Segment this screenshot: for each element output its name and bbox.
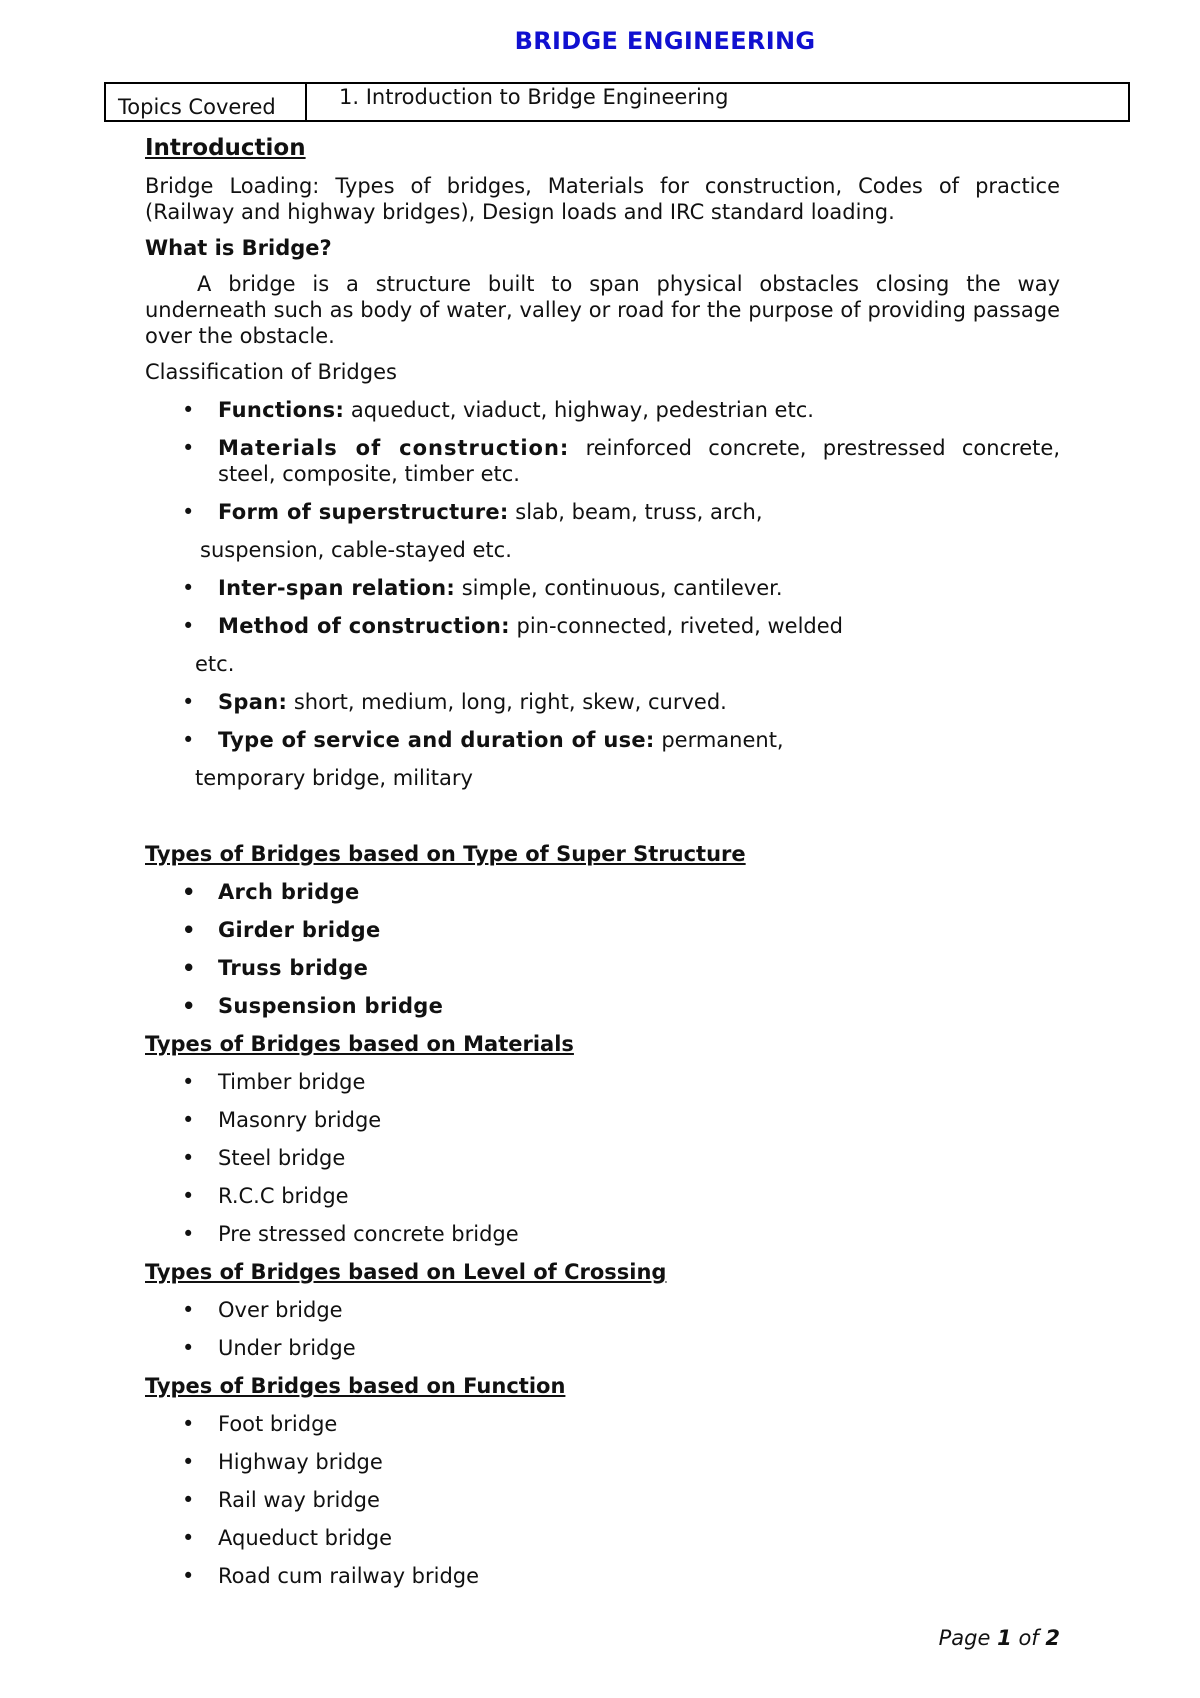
list-item: • Suspension bridge [145,993,1060,1019]
list-item-continuation: etc. [195,652,235,676]
bridge-definition: A bridge is a structure built to span physical obstacles closing the way underneath such as body of water, valley or road for the purpose of providing passage over the obstacle. [145,272,1060,348]
list-item: • Inter-span relation: simple, continuous, cantilever. [145,575,1060,601]
list-item: • Truss bridge [145,955,1060,981]
list-item-continuation: temporary bridge, military [195,766,473,790]
list-item: • Steel bridge [145,1145,1060,1171]
list-item-continuation: suspension, cable-stayed etc. [200,538,512,562]
introduction-heading: Introduction [145,135,306,161]
list-item: • Span: short, medium, long, right, skew, curved. [145,689,1060,715]
document-title: BRIDGE ENGINEERING [514,27,816,55]
list-item: • Type of service and duration of use: permanent, [145,727,1060,753]
materials-heading: Types of Bridges based on Materials [145,1032,574,1056]
crossing-list [145,1297,1060,1361]
list-item: • Method of construction: pin-connected, riveted, welded [145,613,1060,639]
function-list [145,1411,1060,1589]
list-item: • Functions: aqueduct, viaduct, highway, pedestrian etc. [145,397,1060,423]
classification-list [145,689,1060,753]
page-number: Page 1 of 2 [938,1626,1060,1650]
classification-list [145,575,1060,639]
list-item: • Aqueduct bridge [145,1525,1060,1551]
list-item: • Under bridge [145,1335,1060,1361]
function-heading: Types of Bridges based on Function [145,1374,566,1398]
crossing-heading: Types of Bridges based on Level of Crossing [145,1260,667,1284]
list-item: • Rail way bridge [145,1487,1060,1513]
what-is-bridge-heading: What is Bridge? [145,236,332,260]
superstructure-heading: Types of Bridges based on Type of Super Structure [145,842,746,866]
superstructure-list [145,879,1060,1019]
topics-label: Topics Covered [106,84,307,120]
list-item: • Pre stressed concrete bridge [145,1221,1060,1247]
list-item: • Timber bridge [145,1069,1060,1095]
list-item: • Girder bridge [145,917,1060,943]
topics-value: 1. Introduction to Bridge Engineering [339,85,729,109]
list-item: • Arch bridge [145,879,1060,905]
materials-list [145,1069,1060,1247]
list-item: • Highway bridge [145,1449,1060,1475]
list-item: • Masonry bridge [145,1107,1060,1133]
list-item: • R.C.C bridge [145,1183,1060,1209]
topics-table [104,82,1130,122]
list-item: • Materials of construction: reinforced concrete, prestressed concrete, steel, composite, timber etc. [145,435,1060,487]
introduction-text: Bridge Loading: Types of bridges, Materials for construction, Codes of practice (Railway and highway bridges), Design loads and IRC standard loading. [145,174,1060,224]
list-item: • Over bridge [145,1297,1060,1323]
classification-heading: Classification of Bridges [145,360,397,384]
list-item: • Foot bridge [145,1411,1060,1437]
document-body [145,133,1060,1589]
list-item: • Form of superstructure: slab, beam, truss, arch, [145,499,1060,525]
list-item: • Road cum railway bridge [145,1563,1060,1589]
classification-list [145,397,1060,525]
